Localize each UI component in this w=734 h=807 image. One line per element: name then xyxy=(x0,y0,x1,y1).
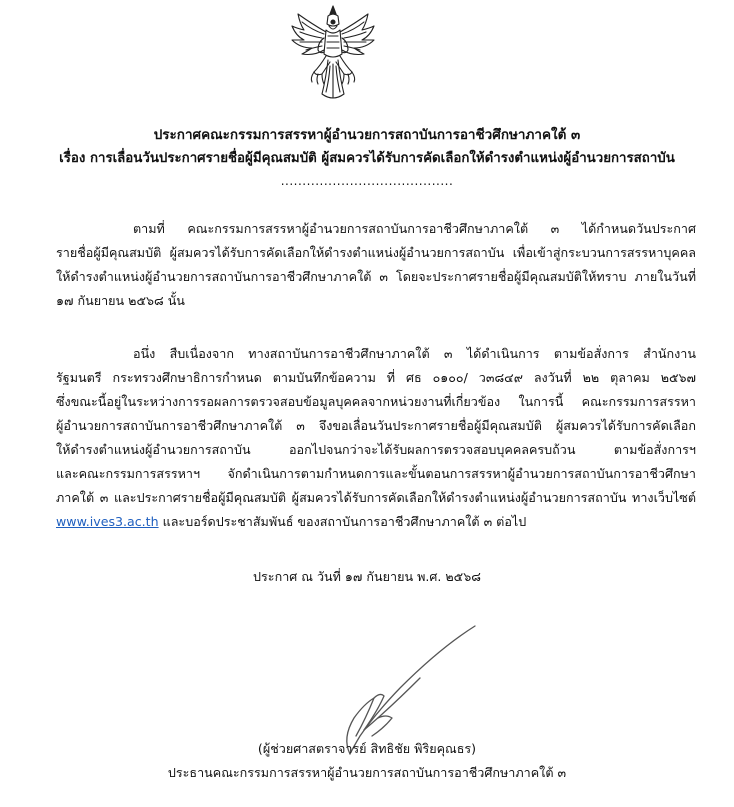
paragraph-line: ภาคใต้ ๓ และประกาศรายชื่อผู้มีคุณสมบัติ ผู้สมควรได้รับการคัดเลือกให้ดำรงตำแหน่งผู้อำนวยการสถาบัน ทางเว็บไซต์ xyxy=(56,490,696,505)
paragraph-line: ๑๗ กันยายน ๒๕๖๘ นั้น xyxy=(56,293,185,308)
paragraph-line: ให้ดำรงตำแหน่งผู้อำนวยการสถาบันการอาชีวศึกษาภาคใต้ ๓ โดยจะประกาศรายชื่อผู้มีคุณสมบัติให้ทราบ ภายในวันที่ xyxy=(56,269,696,284)
signer-position: ประธานคณะกรรมการสรรหาผู้อำนวยการสถาบันการอาชีวศึกษาภาคใต้ ๓ xyxy=(167,765,567,780)
paragraph-line: และคณะกรรมการสรรหาฯ จักดำเนินการตามกำหนดการและขั้นตอนการสรรหาผู้อำนวยการสถาบันการอาชีวศึกษา xyxy=(56,466,696,481)
paragraph-1 xyxy=(56,217,696,313)
announcement-date: ประกาศ ณ วันที่ ๑๗ กันยายน พ.ศ. ๒๕๖๘ xyxy=(253,569,481,584)
signer-name: (ผู้ช่วยศาสตราจารย์ สิทธิชัย พิริยคุณธร) xyxy=(257,741,477,756)
paragraph-2 xyxy=(56,342,696,534)
paragraph-line: ให้ดำรงตำแหน่งผู้อำนวยการสถาบัน ออกไปจนกว่าจะได้รับผลการตรวจสอบบุคคลครบถ้วน ตามข้อสั่งการฯ xyxy=(56,442,696,457)
paragraph-line: ซึ่งขณะนี้อยู่ในระหว่างการรอผลการตรวจสอบข้อมูลบุคคลจากหน่วยงานที่เกี่ยวข้อง ในการนี้ คณะกรรมการสรรหา xyxy=(56,394,696,409)
paragraph-line: รัฐมนตรี กระทรวงศึกษาธิการกำหนด ตามบันทึกข้อความ ที่ ศธ ๐๑๐๐/ ว๓๘๔๙ ลงวันที่ ๒๒ ตุลาคม ๒๕๖๗ xyxy=(56,370,696,385)
paragraph-line: ตามที่ คณะกรรมการสรรหาผู้อำนวยการสถาบันการอาชีวศึกษาภาคใต้ ๓ ได้กำหนดวันประกาศ xyxy=(133,221,696,236)
paragraph-tail: และบอร์ดประชาสัมพันธ์ ของสถาบันการอาชีวศึกษาภาคใต้ ๓ ต่อไป xyxy=(158,514,527,529)
paragraph-line: อนึ่ง สืบเนื่องจาก ทางสถาบันการอาชีวศึกษาภาคใต้ ๓ ได้ดำเนินการ ตามข้อสั่งการ สำนักงาน xyxy=(133,346,696,361)
website-link[interactable]: www.ives3.ac.th xyxy=(56,514,159,529)
handwritten-signature-icon xyxy=(320,618,490,758)
announcement-subject: เรื่อง การเลื่อนวันประกาศรายชื่อผู้มีคุณสมบัติ ผู้สมควรได้รับการคัดเลือกให้ดำรงตำแหน่งผู้อำนวยการสถาบัน xyxy=(59,151,675,166)
paragraph-line: รายชื่อผู้มีคุณสมบัติ ผู้สมควรได้รับการคัดเลือกให้ดำรงตำแหน่งผู้อำนวยการสถาบัน เพื่อเข้าสู่กระบวนการสรรหาบุคคล xyxy=(56,245,696,260)
paragraph-line: ผู้อำนวยการสถาบันการอาชีวศึกษาภาคใต้ ๓ จึงขอเลื่อนวันประกาศรายชื่อผู้มีคุณสมบัติ ผู้สมควรได้รับการคัดเลือก xyxy=(56,418,696,433)
paragraph-line-with-link xyxy=(56,510,696,534)
announcement-title: ประกาศคณะกรรมการสรรหาผู้อำนวยการสถาบันการอาชีวศึกษาภาคใต้ ๓ xyxy=(153,127,581,143)
garuda-emblem-icon xyxy=(288,2,378,107)
title-separator: ........................................ xyxy=(280,174,454,188)
